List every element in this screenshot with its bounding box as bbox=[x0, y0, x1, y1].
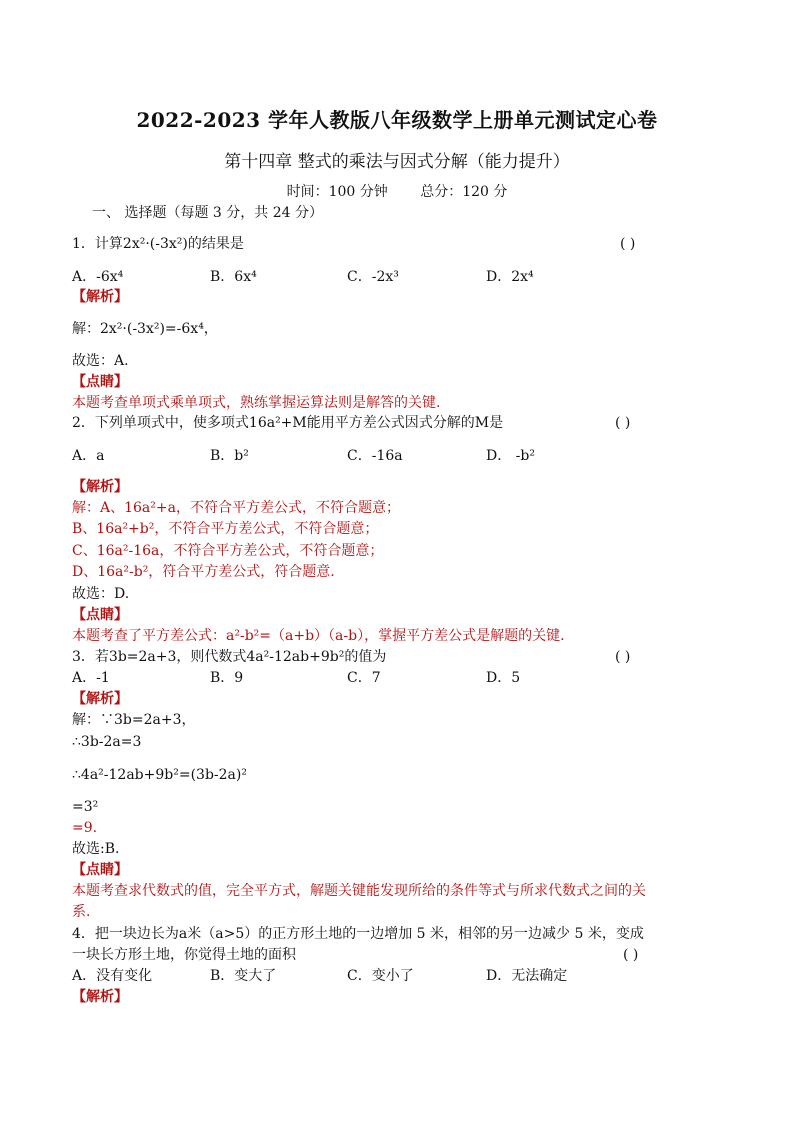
q2-comment: 本题考查了平方差公式：a²-b²=（a+b）（a-b），掌握平方差公式是解题的关键. bbox=[72, 628, 565, 644]
section-heading: 一、 选择题（每题 3 分，共 24 分） bbox=[92, 205, 323, 221]
q4-stem-line-2: 一块长方形土地，你觉得土地的面积 bbox=[72, 947, 296, 963]
exam-score: 总分：120 分 bbox=[420, 184, 508, 200]
q3-bracket: ( ) bbox=[615, 649, 631, 665]
chapter-subtitle: 第十四章 整式的乘法与因式分解（能力提升） bbox=[224, 152, 570, 172]
q2-stem: 2．下列单项式中，使多项式16a²+M能用平方差公式因式分解的M是 bbox=[72, 415, 504, 431]
document-title: 2022-2023 学年人教版八年级数学上册单元测试定心卷 bbox=[136, 108, 658, 132]
q3-step-1: 解：∵3b=2a+3， bbox=[72, 712, 196, 728]
q1-analysis-tag: 【解析】 bbox=[72, 289, 128, 305]
q1-answer: 故选：A. bbox=[72, 353, 129, 369]
q1-comment-tag: 【点睛】 bbox=[72, 374, 128, 390]
q2-comment-tag: 【点睛】 bbox=[72, 607, 128, 623]
q1-stem: 1．计算2x²·(-3x²)的结果是 bbox=[72, 236, 244, 252]
q3-step-4: =3² bbox=[72, 799, 99, 815]
q3-step-3: ∴4a²-12ab+9b²=(3b-2a)² bbox=[72, 767, 247, 783]
q3-comment-line-1: 本题考查求代数式的值，完全平方式，解题关键能发现所给的条件等式与所求代数式之间的关 bbox=[72, 883, 646, 899]
q3-option-d: D．5 bbox=[486, 670, 521, 686]
q3-comment-line-2: 系. bbox=[72, 904, 91, 920]
q2-solution-d: D、16a²-b²，符合平方差公式，符合题意. bbox=[72, 564, 335, 580]
q1-comment: 本题考查单项式乘单项式，熟练掌握运算法则是解答的关键. bbox=[72, 395, 441, 411]
q4-stem-line-1: 4．把一块边长为a米（a>5）的正方形土地的一边增加 5 米，相邻的另一边减少 5 米，变成 bbox=[72, 926, 644, 942]
q2-solution-a: 解：A、16a²+a，不符合平方差公式，不符合题意； bbox=[72, 500, 400, 516]
q2-solution-c: C、16a²-16a，不符合平方差公式，不符合题意； bbox=[72, 543, 384, 559]
q3-option-a: A．-1 bbox=[72, 670, 110, 686]
q3-option-b: B．9 bbox=[210, 670, 244, 686]
q3-step-2: ∴3b-2a=3 bbox=[72, 734, 142, 750]
q2-option-c: C．-16a bbox=[347, 448, 403, 464]
q1-bracket: ( ) bbox=[620, 236, 636, 252]
q3-stem: 3．若3b=2a+3，则代数式4a²-12ab+9b²的值为 bbox=[72, 649, 387, 665]
q3-step-5: =9. bbox=[72, 820, 98, 836]
q4-bracket: ( ) bbox=[623, 947, 639, 963]
q3-analysis-tag: 【解析】 bbox=[72, 691, 128, 707]
q3-option-c: C．7 bbox=[347, 670, 381, 686]
q2-analysis-tag: 【解析】 bbox=[72, 479, 128, 495]
q2-option-d: D． -b² bbox=[486, 448, 535, 464]
q4-option-b: B．变大了 bbox=[210, 968, 277, 984]
exam-meta bbox=[0, 181, 794, 201]
q4-option-d: D．无法确定 bbox=[486, 968, 568, 984]
q4-option-c: C．变小了 bbox=[347, 968, 414, 984]
q1-option-b: B．6x⁴ bbox=[210, 269, 257, 285]
q2-option-a: A．a bbox=[72, 448, 105, 464]
q1-option-a: A．-6x⁴ bbox=[72, 269, 124, 285]
q1-option-d: D．2x⁴ bbox=[486, 269, 534, 285]
q3-comment-tag: 【点睛】 bbox=[72, 862, 128, 878]
q1-option-c: C．-2x³ bbox=[347, 269, 399, 285]
q2-option-b: B．b² bbox=[210, 448, 249, 464]
exam-time: 时间：100 分钟 bbox=[286, 184, 388, 200]
q3-answer: 故选:B. bbox=[72, 841, 120, 857]
q2-bracket: ( ) bbox=[615, 415, 631, 431]
q4-option-a: A．没有变化 bbox=[72, 968, 153, 984]
q4-analysis-tag: 【解析】 bbox=[72, 989, 128, 1005]
q2-solution-b: B、16a²+b²，不符合平方差公式，不符合题意； bbox=[72, 521, 379, 537]
q1-solution: 解：2x²·(-3x²)=-6x⁴， bbox=[72, 321, 218, 337]
q2-answer: 故选：D. bbox=[72, 586, 130, 602]
